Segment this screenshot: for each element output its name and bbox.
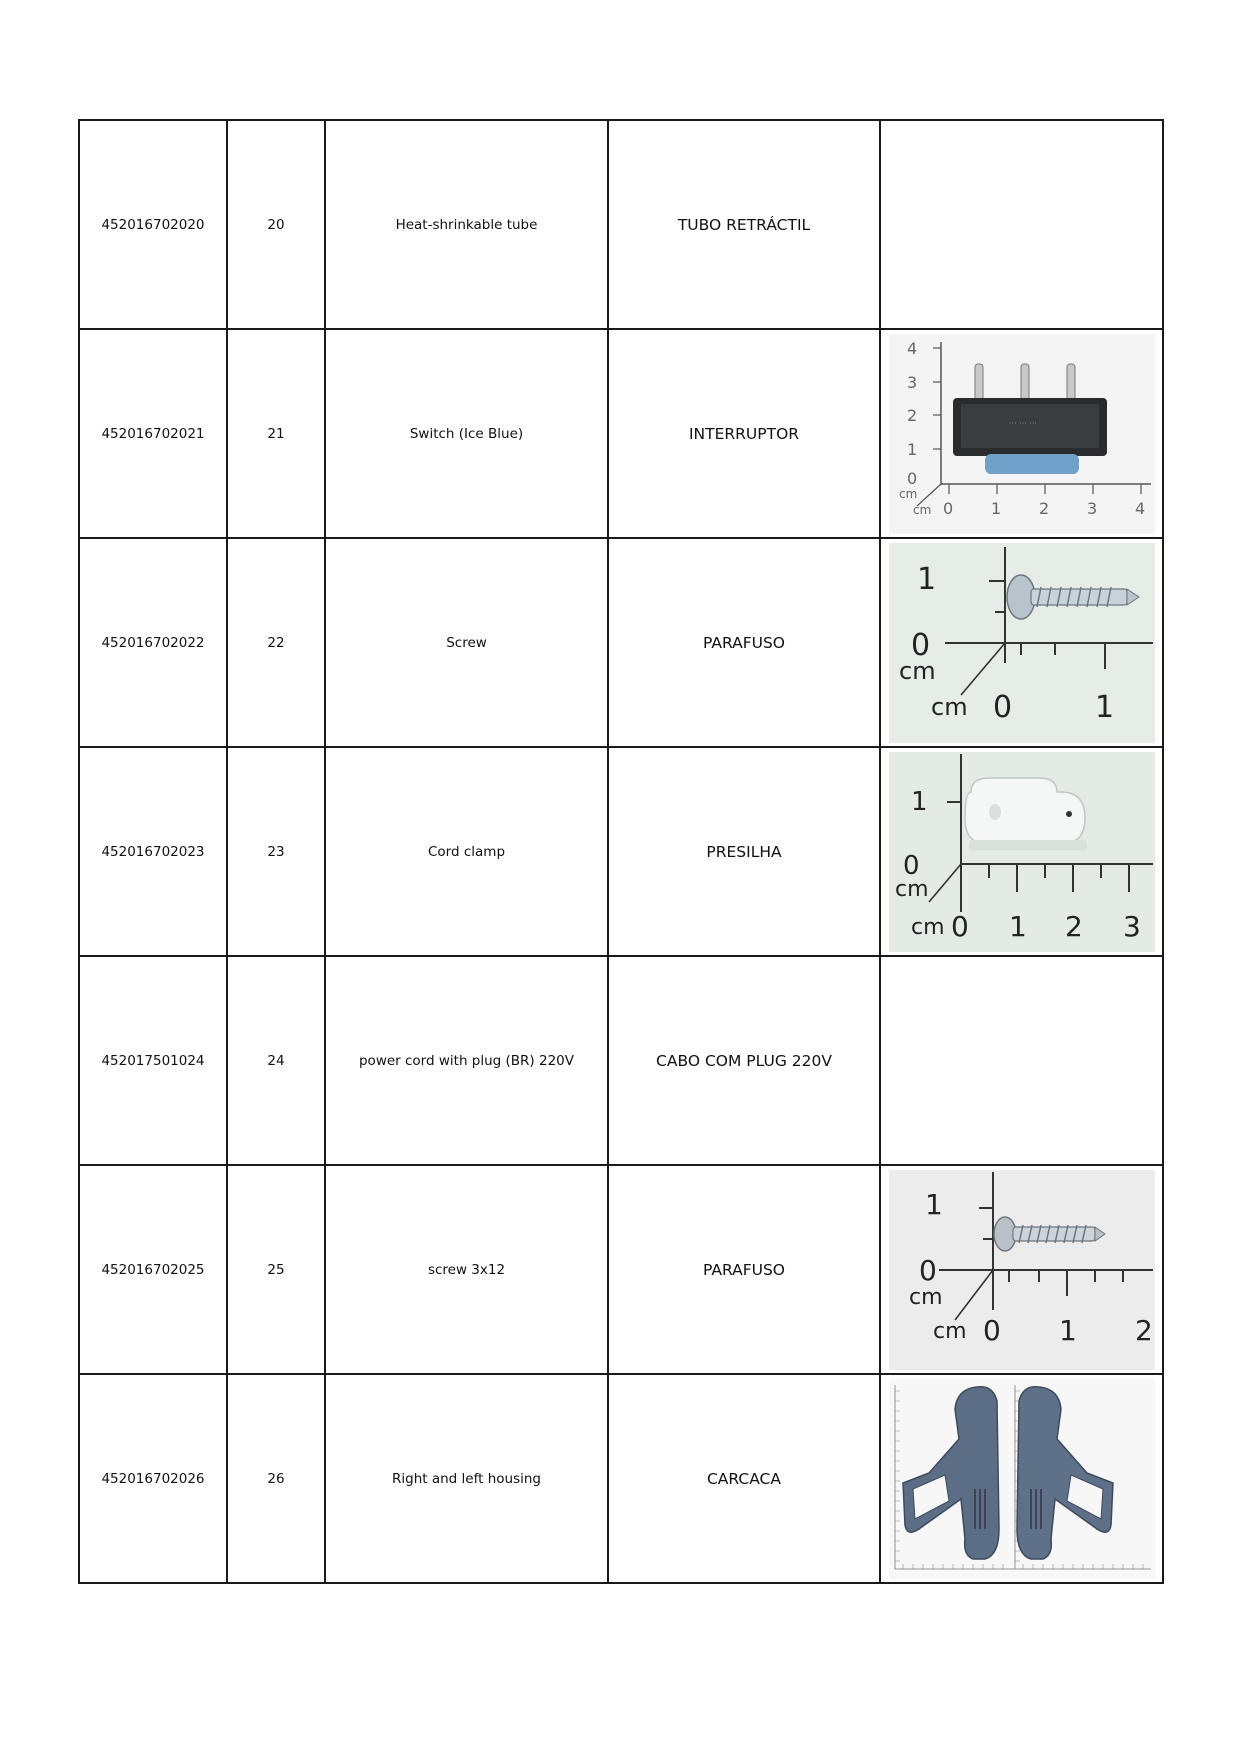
table-row: [79, 1165, 1163, 1374]
item-number: 22: [227, 538, 325, 747]
x-tick-label: 3: [1122, 909, 1141, 943]
switch-photo: [889, 334, 1155, 534]
svg-text:··· ··· ···: ··· ··· ···: [1008, 418, 1037, 428]
y-tick-label: 1: [916, 561, 936, 597]
item-number: 26: [227, 1374, 325, 1583]
parts-table: [78, 119, 1164, 1584]
y-tick-label: 1: [924, 1187, 943, 1221]
item-number: 20: [227, 120, 325, 329]
description-pt: PARAFUSO: [608, 1165, 880, 1374]
screw-3x12-photo: [889, 1170, 1155, 1370]
x-tick-label: 4: [1134, 498, 1145, 518]
photo-cell-empty: [880, 120, 1163, 329]
x-tick-label: 2: [1038, 498, 1049, 518]
description-en: Right and left housing: [325, 1374, 608, 1583]
y-tick-label: 0: [918, 1253, 937, 1287]
y-tick-label: 2: [906, 405, 917, 425]
part-code: 452016702023: [79, 747, 227, 956]
x-tick-label: 2: [1064, 909, 1083, 943]
x-tick-label: 3: [1086, 498, 1097, 518]
description-en: Screw: [325, 538, 608, 747]
y-unit-label: cm: [894, 876, 929, 902]
x-tick-label: 1: [990, 498, 1001, 518]
description-en: power cord with plug (BR) 220V: [325, 956, 608, 1165]
y-unit-label: cm: [908, 1284, 943, 1310]
x-tick-label: 2: [1134, 1313, 1153, 1347]
x-tick-label: 0: [992, 689, 1012, 725]
y-tick-label: 0: [902, 850, 920, 881]
y-tick-label: 0: [910, 627, 930, 663]
y-tick-label: 0: [906, 468, 917, 488]
x-tick-label: 1: [1008, 909, 1027, 943]
y-unit-label: cm: [898, 486, 917, 501]
y-tick-label: 1: [910, 786, 928, 817]
housing-photo: [889, 1379, 1155, 1579]
description-pt: TUBO RETRÁCTIL: [608, 120, 880, 329]
description-en: Switch (Ice Blue): [325, 329, 608, 538]
table-row: [79, 538, 1163, 747]
part-code: 452016702021: [79, 329, 227, 538]
item-number: 25: [227, 1165, 325, 1374]
description-en: Heat-shrinkable tube: [325, 120, 608, 329]
part-code: 452017501024: [79, 956, 227, 1165]
table-row: [79, 747, 1163, 956]
x-unit-label: cm: [930, 692, 968, 721]
description-en: screw 3x12: [325, 1165, 608, 1374]
description-pt: PARAFUSO: [608, 538, 880, 747]
description-pt: PRESILHA: [608, 747, 880, 956]
y-unit-label: cm: [898, 656, 936, 685]
cord-clamp-photo: [889, 752, 1155, 952]
table-row: [79, 329, 1163, 538]
item-number: 23: [227, 747, 325, 956]
photo-cell-empty: [880, 956, 1163, 1165]
x-unit-label: cm: [932, 1318, 967, 1344]
y-tick-label: 3: [906, 372, 917, 392]
part-code: 452016702022: [79, 538, 227, 747]
table-row: [79, 1374, 1163, 1583]
item-number: 24: [227, 956, 325, 1165]
y-tick-label: 4: [906, 338, 917, 358]
part-code: 452016702026: [79, 1374, 227, 1583]
screw-photo: [889, 543, 1155, 743]
part-code: 452016702025: [79, 1165, 227, 1374]
part-code: 452016702020: [79, 120, 227, 329]
x-unit-label: cm: [912, 502, 931, 517]
table-row: [79, 956, 1163, 1165]
x-tick-label: 0: [950, 909, 969, 943]
x-tick-label: 0: [982, 1313, 1001, 1347]
description-pt: CABO COM PLUG 220V: [608, 956, 880, 1165]
description-pt: INTERRUPTOR: [608, 329, 880, 538]
item-number: 21: [227, 329, 325, 538]
y-tick-label: 1: [906, 439, 917, 459]
description-pt: CARCACA: [608, 1374, 880, 1583]
x-tick-label: 1: [1094, 689, 1114, 725]
table-row: [79, 120, 1163, 329]
x-tick-label: 0: [942, 498, 953, 518]
description-en: Cord clamp: [325, 747, 608, 956]
x-tick-label: 1: [1058, 1313, 1077, 1347]
x-unit-label: cm: [910, 914, 945, 940]
